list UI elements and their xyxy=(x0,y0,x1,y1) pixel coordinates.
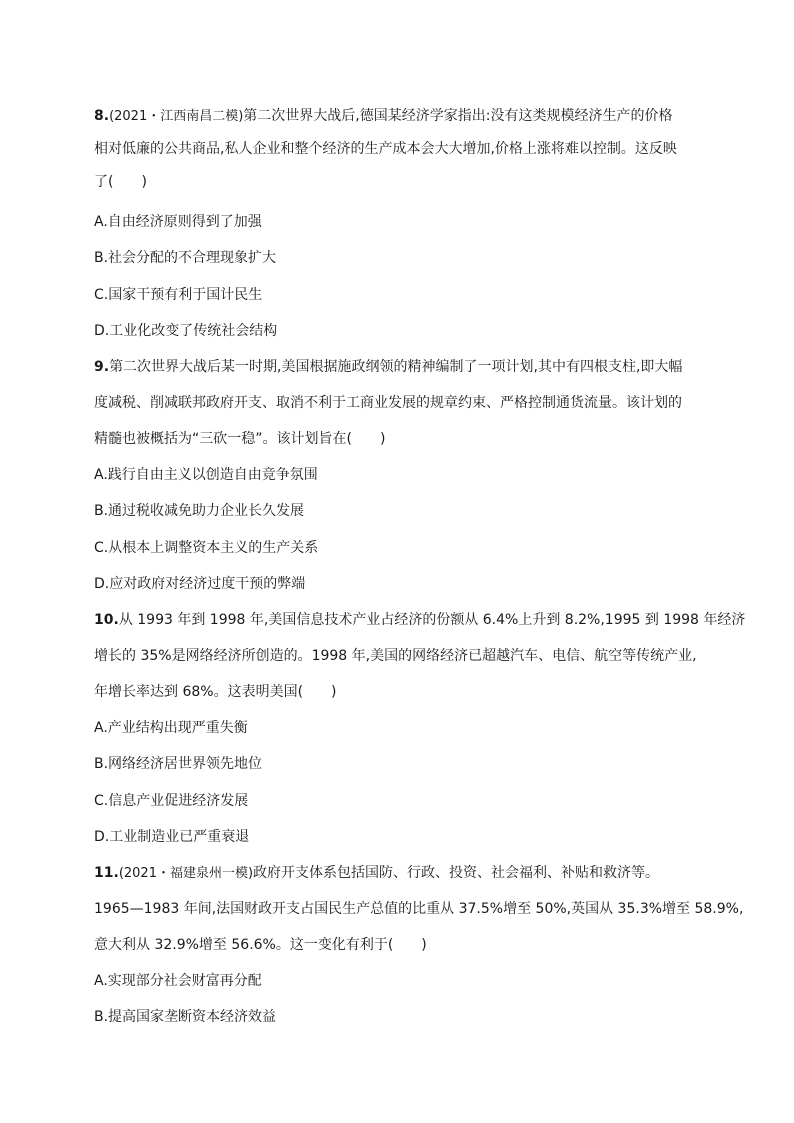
question-8-line-2: 相对低廉的公共商品,私人企业和整个经济的生产成本会大大增加,价格上涨将难以控制。这反映 xyxy=(94,141,677,157)
question-number: 8. xyxy=(94,108,110,124)
question-10-option-c: C.信息产业促进经济发展 xyxy=(94,793,249,809)
question-source: (2021・福建泉州一模) xyxy=(118,866,254,881)
question-9-line-1 xyxy=(94,357,714,377)
question-9-line-3: 精髓也被概括为“三砍一稳”。该计划旨在( ) xyxy=(94,431,386,447)
question-source: (2021・江西南昌二模) xyxy=(109,109,244,124)
question-9-option-b: B.通过税收减免助力企业长久发展 xyxy=(94,503,305,519)
question-text: 第二次世界大战后某一时期,美国根据施政纲领的精神编制了一项计划,其中有四根支柱,即大幅 xyxy=(109,359,683,375)
question-10-line-2: 增长的 35%是网络经济所创造的。1998 年,美国的网络经济已超越汽车、电信、航空等传统产业, xyxy=(94,648,697,664)
question-11-line-2: 1965—1983 年间,法国财政开支占国民生产总值的比重从 37.5%增至 50%,英国从 35.3%增至 58.9%, xyxy=(94,901,744,917)
question-8-option-c: C.国家干预有利于国计民生 xyxy=(94,287,263,303)
question-number: 10. xyxy=(94,612,119,628)
question-8-option-a: A.自由经济原则得到了加强 xyxy=(94,214,262,230)
question-10-option-b: B.网络经济居世界领先地位 xyxy=(94,756,263,772)
question-10-option-a: A.产业结构出现严重失衡 xyxy=(94,720,248,736)
question-8-option-d: D.工业化改变了传统社会结构 xyxy=(94,323,278,339)
question-text: 政府开支体系包括国防、行政、投资、社会福利、补贴和救济等。 xyxy=(253,865,660,881)
question-9-line-2: 度减税、削减联邦政府开支、取消不利于工商业发展的规章约束、严格控制通货流量。该计划的 xyxy=(94,395,682,411)
question-11-option-b: B.提高国家垄断资本经济效益 xyxy=(94,1009,277,1025)
question-10-line-3: 年增长率达到 68%。这表明美国( ) xyxy=(94,684,337,700)
question-10-line-1 xyxy=(94,610,746,630)
question-11-line-3: 意大利从 32.9%增至 56.6%。这一变化有利于( ) xyxy=(94,937,427,953)
question-number: 9. xyxy=(94,359,110,375)
question-11-line-1 xyxy=(94,863,714,884)
question-text: 第二次世界大战后,德国某经济学家指出:没有这类规模经济生产的价格 xyxy=(243,108,673,124)
question-8-option-b: B.社会分配的不合理现象扩大 xyxy=(94,250,277,266)
question-8-line-3: 了( ) xyxy=(94,174,147,190)
question-9-option-d: D.应对政府对经济过度干预的弊端 xyxy=(94,576,306,592)
question-number: 11. xyxy=(94,865,119,881)
question-9-option-a: A.践行自由主义以创造自由竞争氛围 xyxy=(94,467,318,483)
question-8-line-1 xyxy=(94,106,714,127)
question-10-option-d: D.工业制造业已严重衰退 xyxy=(94,829,250,845)
question-9-option-c: C.从根本上调整资本主义的生产关系 xyxy=(94,540,319,556)
question-text: 从 1993 年到 1998 年,美国信息技术产业占经济的份额从 6.4%上升到 8.2%,1995 到 1998 年经济 xyxy=(118,612,746,628)
question-11-option-a: A.实现部分社会财富再分配 xyxy=(94,973,262,989)
